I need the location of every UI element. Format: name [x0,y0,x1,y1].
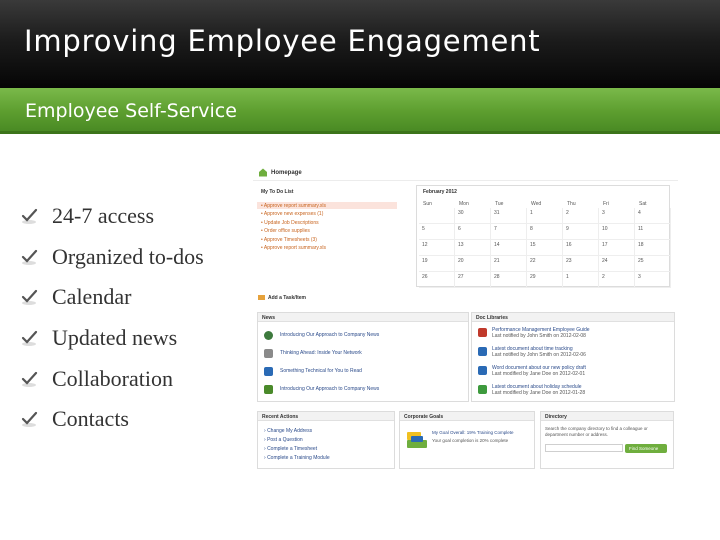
calendar-day-number: 27 [458,274,464,280]
news-header [258,313,468,322]
checkmark-icon [20,288,38,306]
calendar-day-number: 12 [422,242,428,248]
calendar-day-number: 15 [530,242,536,248]
calendar-day-cell[interactable] [527,272,563,288]
calendar-day-cell[interactable] [491,256,527,272]
weekday-label: Tue [495,201,504,207]
calendar-day-cell[interactable] [563,240,599,256]
calendar-day-number: 10 [602,226,608,232]
calendar-day-cell[interactable] [635,208,671,224]
weekday-label: Sat [639,201,647,207]
calendar-day-cell[interactable] [599,256,635,272]
calendar-day-cell[interactable] [599,224,635,240]
calendar-day-cell[interactable] [455,208,491,224]
calendar-day-number: 3 [638,274,641,280]
calendar-day-number: 26 [422,274,428,280]
todo-item[interactable]: • Approve report summary.xls [261,245,327,251]
bullet-label: Calendar [52,284,132,310]
recent-actions-title: Recent Actions [262,414,299,420]
calendar-day-cell[interactable] [527,240,563,256]
bullet-label: 24-7 access [52,203,155,229]
calendar-day-number: 1 [566,274,569,280]
document-meta: Last modified by Jane Doe on 2012-01-28 [492,390,586,396]
calendar-day-number: 29 [530,274,536,280]
calendar-month: February 2012 [423,189,457,195]
calendar-day-number: 19 [422,258,428,264]
slide-title: Improving Employee Engagement [24,24,541,58]
calendar-day-number: 7 [494,226,497,232]
goal-chart-icon [406,428,428,450]
calendar-day-number: 6 [458,226,461,232]
calendar-day-cell[interactable] [455,272,491,288]
calendar-day-number: 21 [494,258,500,264]
bullet-item [20,399,204,440]
todo-item[interactable]: • Approve Timesheets (3) [261,237,317,243]
add-task-icon [258,295,265,300]
homepage-label: Homepage [271,170,302,176]
todo-item[interactable]: • Approve report summary.xls [261,203,327,209]
news-panel [257,312,469,402]
bullet-item [20,237,204,278]
checkmark-icon [20,410,38,428]
calendar-day-cell[interactable] [563,224,599,240]
title-bar [0,0,720,88]
news-item[interactable]: Introducing Our Approach to Company News [280,386,380,392]
calendar-day-number: 17 [602,242,608,248]
calendar-day-number: 16 [566,242,572,248]
calendar-day-cell[interactable] [635,240,671,256]
calendar-day-cell[interactable] [419,208,455,224]
document-icon [478,328,487,337]
document-meta: Last notified by John Smith on 2012-02-08 [492,333,586,339]
calendar-day-number: 4 [638,210,641,216]
slide-subtitle: Employee Self-Service [25,100,237,122]
documents-title: Doc Libraries [476,315,508,321]
bullet-item [20,277,204,318]
goal-subtext: Your goal completion is 20% complete [432,438,509,443]
document-meta: Last modified by Jane Doe on 2012-02-01 [492,371,586,377]
calendar-day-cell[interactable] [491,240,527,256]
todo-item-label: Approve Timesheets (3) [263,237,317,243]
document-icon [478,385,487,394]
calendar-day-number: 11 [638,226,644,232]
directory-panel [540,411,674,469]
todo-item[interactable]: • Update Job Descriptions [261,220,319,226]
news-title: News [262,315,276,321]
recent-action-label: Change My Address [267,428,313,434]
corporate-goals-panel [399,411,535,469]
calendar-day-number: 2 [566,210,569,216]
calendar-day-number: 30 [458,210,464,216]
weekday-label: Fri [603,201,609,207]
document-icon [478,347,487,356]
todo-item-label: Approve report summary.xls [263,203,327,209]
calendar-day-cell[interactable] [563,272,599,288]
document-icon [478,366,487,375]
find-someone-button[interactable] [625,444,667,453]
checkmark-icon [20,248,38,266]
calendar-panel [416,185,670,287]
calendar-day-cell[interactable] [455,240,491,256]
calendar-day-number: 22 [530,258,536,264]
recent-actions-panel [257,411,395,469]
calendar-day-number: 14 [494,242,500,248]
portal-screenshot [253,165,678,471]
calendar-day-number: 2 [602,274,605,280]
calendar-day-cell[interactable] [599,272,635,288]
calendar-day-number: 23 [566,258,572,264]
news-item[interactable]: Something Technical for You to Read [280,368,362,374]
bullet-label: Collaboration [52,365,173,391]
recent-action-item[interactable]: › Post a Question [264,437,303,443]
calendar-day-cell[interactable] [455,256,491,272]
subtitle-bar [0,88,720,134]
checkmark-icon [20,329,38,347]
bullet-item [20,196,204,237]
calendar-day-number: 18 [638,242,644,248]
calendar-day-cell[interactable] [599,240,635,256]
todo-item[interactable]: • Order office supplies [261,228,310,234]
document-meta: Last notified by John Smith on 2012-02-06 [492,352,586,358]
calendar-day-cell[interactable] [527,224,563,240]
document-item[interactable]: Performance Management Employee Guide [492,327,590,333]
checkmark-icon [20,370,38,388]
calendar-day-cell[interactable] [563,256,599,272]
people-icon [264,349,273,358]
weekday-label: Mon [459,201,469,207]
recent-action-item[interactable]: › Complete a Timesheet [264,446,318,452]
weekday-label: Sun [423,201,432,207]
bullet-label: Updated news [52,325,178,351]
calendar-day-cell[interactable] [419,240,455,256]
calendar-day-cell[interactable] [635,256,671,272]
document-item[interactable]: Word document about our new policy draft [492,365,586,371]
calendar-day-cell[interactable] [491,272,527,288]
calendar-day-cell[interactable] [419,224,455,240]
recent-action-label: Complete a Timesheet [267,446,318,452]
documents-panel [471,312,675,402]
calendar-day-cell[interactable] [419,256,455,272]
calendar-day-number: 8 [530,226,533,232]
goal-text: My Goal Overall: 19% Training Complete [432,430,514,435]
weekday-label: Thu [567,201,576,207]
weekday-label: Wed [531,201,542,207]
bullet-label: Organized to-dos [52,243,204,269]
recent-action-item[interactable]: › Complete a Training Module [264,455,330,461]
document-item[interactable]: Latest document about holiday schedule [492,384,582,390]
calendar-day-number: 28 [494,274,500,280]
calendar-day-number: 25 [638,258,644,264]
add-task-link[interactable]: Add a Task/Item [268,295,306,301]
calendar-day-cell[interactable] [491,208,527,224]
todo-item-label: Approve report summary.xls [263,245,327,251]
calendar-day-number: 20 [458,258,464,264]
header-divider [253,180,678,181]
calendar-day-number: 1 [530,210,533,216]
todo-item-label: Approve new expenses (1) [263,211,324,217]
bullet-label: Contacts [52,406,129,432]
calendar-day-number: 9 [566,226,569,232]
calendar-day-number: 5 [422,226,425,232]
directory-search-input[interactable] [545,444,623,452]
todo-item[interactable]: • Approve new expenses (1) [261,211,324,217]
calendar-day-cell[interactable] [599,208,635,224]
calendar-day-cell[interactable] [527,208,563,224]
news-item[interactable]: Introducing Our Approach to Company News [280,332,380,338]
recent-action-item[interactable]: › Change My Address [264,428,313,434]
calendar-day-number: 3 [602,210,605,216]
bullet-item [20,318,204,359]
directory-title: Directory [545,414,567,420]
directory-text: Search the company directory to find a colleague or department number or address. [545,426,648,437]
news-item[interactable]: Thinking Ahead: Inside Your Network [280,350,362,356]
globe-icon [264,331,273,340]
calendar-day-cell[interactable] [491,224,527,240]
calendar-day-cell[interactable] [563,208,599,224]
todo-item-label: Update Job Descriptions [264,220,319,226]
checkmark-icon [20,207,38,225]
recent-action-label: Complete a Training Module [267,455,330,461]
bullet-item [20,358,204,399]
calendar-day-cell[interactable] [455,224,491,240]
calendar-day-cell[interactable] [635,272,671,288]
globe-icon [264,367,273,376]
recent-action-label: Post a Question [267,437,303,443]
calendar-day-cell[interactable] [419,272,455,288]
corporate-goals-title: Corporate Goals [404,414,444,420]
find-someone-label: Find Someone [629,446,659,451]
calendar-day-number: 31 [494,210,500,216]
home-icon [258,168,268,177]
todo-item-label: Order office supplies [264,228,310,234]
todo-title: My To Do List [261,189,294,195]
calendar-day-cell[interactable] [527,256,563,272]
calendar-day-cell[interactable] [635,224,671,240]
bullet-list [20,196,204,440]
document-item[interactable]: Latest document about time tracking [492,346,573,352]
calendar-day-number: 24 [602,258,608,264]
calendar-day-number: 13 [458,242,464,248]
folder-icon [264,385,273,394]
